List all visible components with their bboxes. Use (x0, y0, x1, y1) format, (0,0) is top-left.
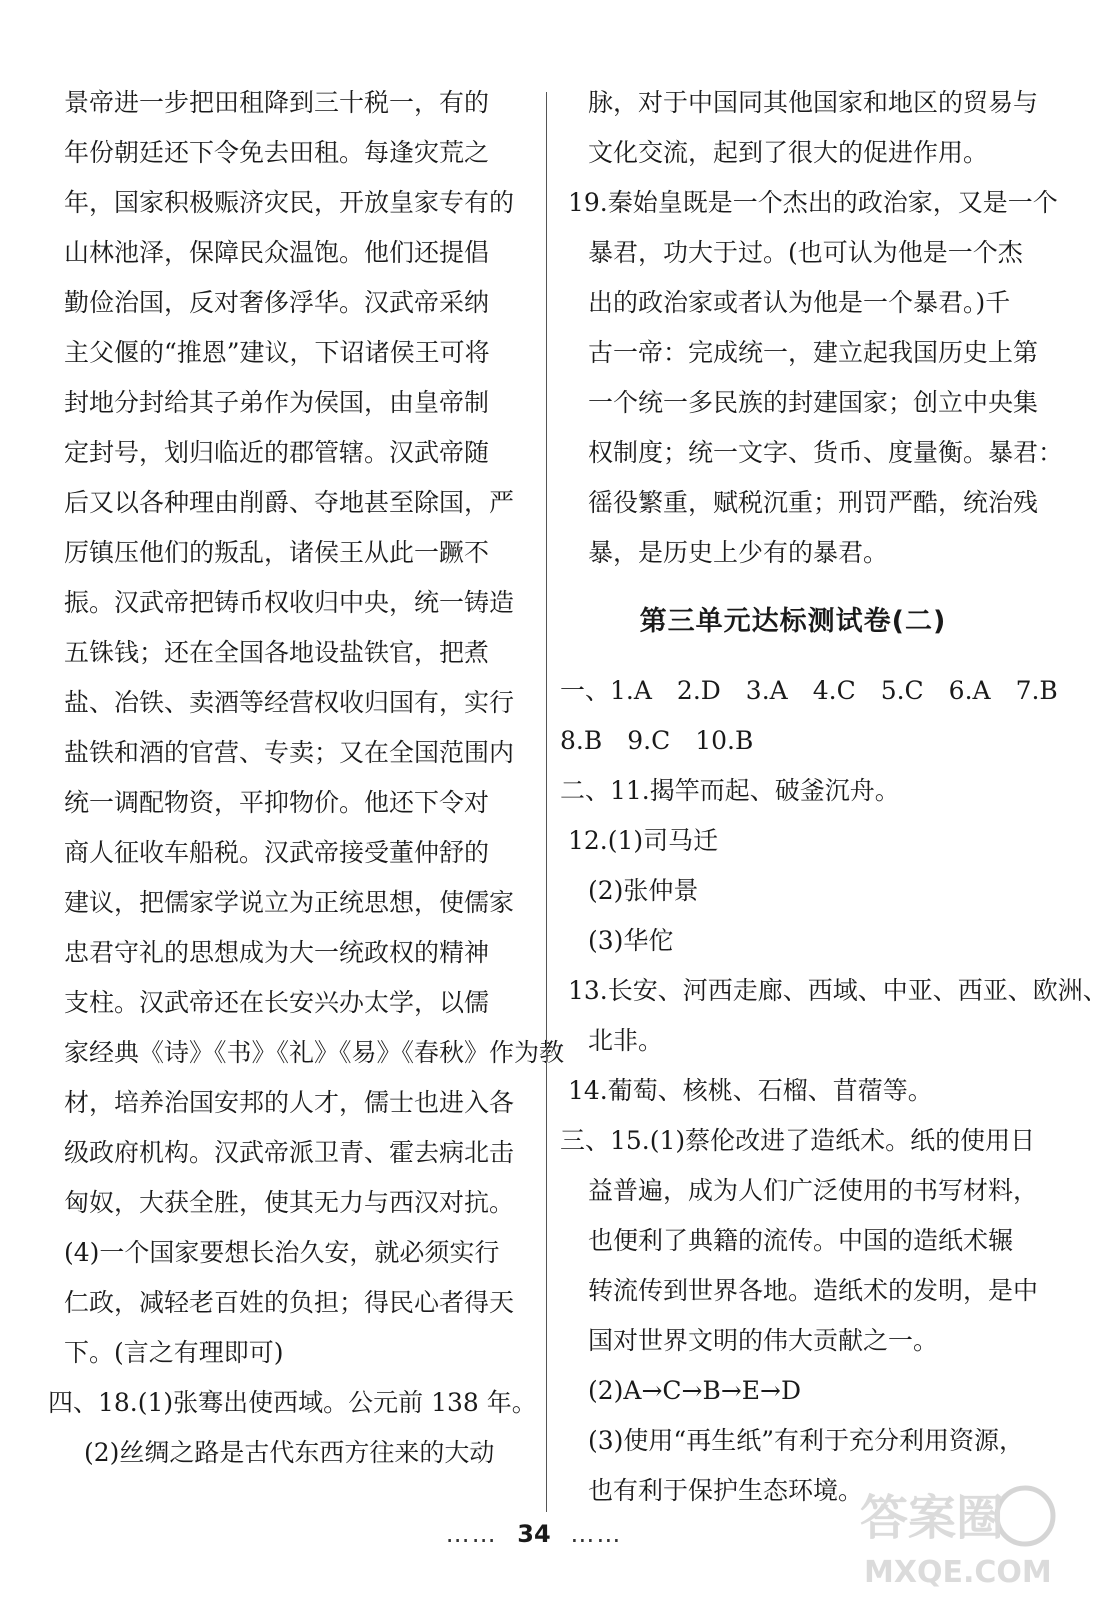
text-line: (2)丝绸之路是古代东西方往来的大动 (84, 1438, 495, 1467)
text-line: 出的政治家或者认为他是一个暴君。)千 (588, 288, 1011, 317)
left-column (48, 78, 565, 1478)
text-line: 定封号，划归临近的郡管辖。汉武帝随 (64, 438, 490, 467)
page-number: 34 (517, 1520, 551, 1548)
text-line: 益普遍，成为人们广泛使用的书写材料， (588, 1176, 1039, 1205)
text-line: 脉，对于中国同其他国家和地区的贸易与 (588, 88, 1039, 117)
text-line: 忠君守礼的思想成为大一统政权的精神 (64, 938, 490, 967)
text-line: (2)A→C→B→E→D (588, 1376, 802, 1405)
text-line: 景帝进一步把田租降到三十税一，有的 (64, 88, 490, 117)
footer-dots-right: …… (570, 1520, 623, 1548)
text-line: 也有利于保护生态环境。 (588, 1476, 864, 1505)
text-line: 盐铁和酒的官营、专卖；又在全国范围内 (64, 738, 515, 767)
text-line: (3)使用“再生纸”有利于充分利用资源， (588, 1426, 1024, 1455)
text-line: 暴君，功大于过。(也可认为他是一个杰 (588, 238, 1023, 267)
text-line: 家经典《诗》《书》《礼》《易》《春秋》作为教 (64, 1038, 565, 1067)
text-line: 主父偃的“推恩”建议，下诏诸侯王可将 (64, 338, 490, 367)
text-line: 转流传到世界各地。造纸术的发明，是中 (588, 1276, 1039, 1305)
text-line: 支柱。汉武帝还在长安兴办太学，以儒 (64, 988, 490, 1017)
text-line: 勤俭治国，反对奢侈浮华。汉武帝采纳 (64, 288, 490, 317)
text-line: 封地分封给其子弟作为侯国，由皇帝制 (64, 388, 490, 417)
question-13-line: 13.长安、河西走廊、西域、中亚、西亚、欧洲、 (568, 976, 1108, 1005)
text-line: 一个统一多民族的封建国家；创立中央集 (588, 388, 1039, 417)
answer-choices-line: 一、1.A 2.D 3.A 4.C 5.C 6.A 7.B (560, 676, 1058, 705)
right-column (560, 78, 1108, 1516)
question-12-line: 12.(1)司马迁 (568, 826, 719, 855)
text-line: 统一调配物资，平抑物价。他还下令对 (64, 788, 490, 817)
text-line: 年份朝廷还下令免去田租。每逢灾荒之 (64, 138, 490, 167)
watermark-logo-icon (850, 1476, 1060, 1596)
text-line: 厉镇压他们的叛乱，诸侯王从此一蹶不 (64, 538, 490, 567)
text-line: 权制度；统一文字、货币、度量衡。暴君： (588, 438, 1064, 467)
text-line: 级政府机构。汉武帝派卫青、霍去病北击 (64, 1138, 515, 1167)
text-line: 建议，把儒家学说立为正统思想，使儒家 (64, 888, 515, 917)
text-line: 下。(言之有理即可) (64, 1338, 284, 1367)
text-line: 暴，是历史上少有的暴君。 (588, 538, 889, 567)
text-line: 材，培养治国安邦的人才，儒士也进入各 (64, 1088, 515, 1117)
text-line: 后又以各种理由削爵、夺地甚至除国，严 (64, 488, 515, 517)
question-15-line: 三、15.(1)蔡伦改进了造纸术。纸的使用日 (560, 1126, 1036, 1155)
question-11-line: 二、11.揭竿而起、破釜沉舟。 (560, 776, 900, 805)
question-18-line: 四、18.(1)张骞出使西域。公元前 138 年。 (48, 1388, 537, 1417)
text-line: 北非。 (588, 1026, 664, 1055)
text-line: 山林池泽，保障民众温饱。他们还提倡 (64, 238, 490, 267)
text-line: 国对世界文明的伟大贡献之一。 (588, 1326, 939, 1355)
text-line: 五铢钱；还在全国各地设盐铁官，把煮 (64, 638, 490, 667)
text-line: 也便利了典籍的流传。中国的造纸术辗 (588, 1226, 1014, 1255)
text-line: 盐、冶铁、卖酒等经营权收归国有，实行 (64, 688, 515, 717)
text-line: 振。汉武帝把铸币权收归中央，统一铸造 (64, 588, 515, 617)
text-line: 年，国家积极赈济灾民，开放皇家专有的 (64, 188, 515, 217)
question-19-line: 19.秦始皇既是一个杰出的政治家，又是一个 (568, 188, 1058, 217)
text-line: 匈奴，大获全胜，使其无力与西汉对抗。 (64, 1188, 515, 1217)
watermark-logo-text: 答案圈 (860, 1490, 1005, 1546)
section-title: 第三单元达标测试卷(二) (639, 606, 947, 637)
watermark-domain-text: MXQE.COM (864, 1555, 1052, 1590)
footer-dots-left: …… (445, 1520, 498, 1548)
answer-choices-line: 8.B 9.C 10.B (560, 726, 754, 755)
text-line: (3)华佗 (588, 926, 674, 955)
text-line: 文化交流，起到了很大的促进作用。 (588, 138, 989, 167)
text-line: 仁政，减轻老百姓的负担；得民心者得天 (64, 1288, 515, 1317)
text-line: (2)张仲景 (588, 876, 699, 905)
question-14-line: 14.葡萄、核桃、石榴、苜蓿等。 (568, 1076, 933, 1105)
column-divider (546, 92, 547, 1512)
text-line: 商人征收车船税。汉武帝接受董仲舒的 (64, 838, 490, 867)
text-line: 古一帝：完成统一，建立起我国历史上第 (588, 338, 1039, 367)
text-line: 徭役繁重，赋税沉重；刑罚严酷，统治残 (588, 488, 1039, 517)
answer-4-line: (4)一个国家要想长治久安，就必须实行 (64, 1238, 500, 1267)
